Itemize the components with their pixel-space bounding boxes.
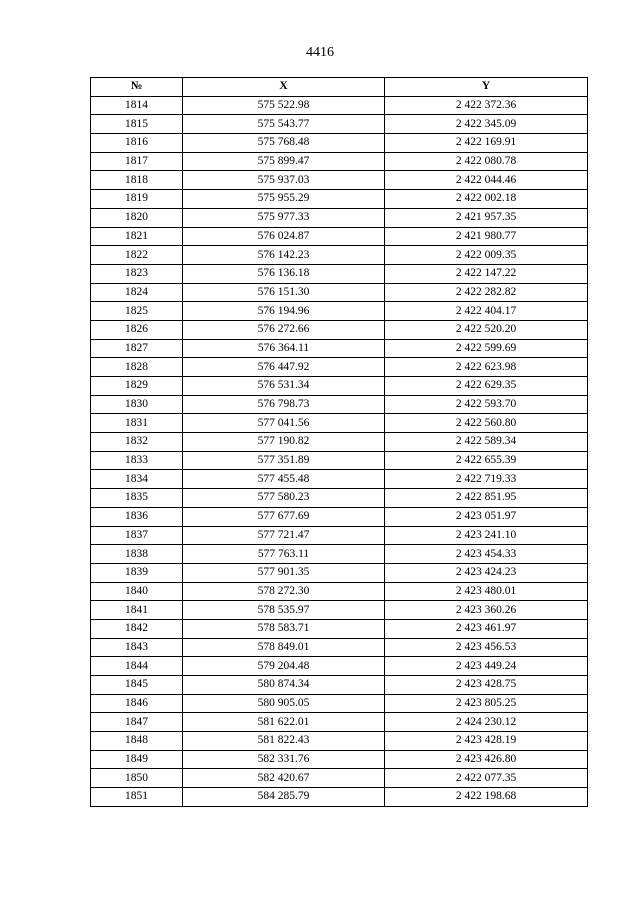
cell-x: 584 285.79: [183, 788, 385, 807]
cell-number: 1840: [91, 582, 183, 601]
cell-number: 1841: [91, 601, 183, 620]
page-number: 4416: [306, 45, 334, 60]
cell-number: 1833: [91, 451, 183, 470]
cell-x: 575 955.29: [183, 190, 385, 209]
cell-x: 577 041.56: [183, 414, 385, 433]
table-row: [91, 358, 588, 377]
table-row: [91, 190, 588, 209]
cell-number: 1835: [91, 489, 183, 508]
cell-y: 2 423 360.26: [385, 601, 588, 620]
table-row: [91, 171, 588, 190]
table-row: [91, 339, 588, 358]
table-row: [91, 377, 588, 396]
cell-y: 2 423 454.33: [385, 545, 588, 564]
cell-number: 1819: [91, 190, 183, 209]
cell-x: 575 977.33: [183, 208, 385, 227]
cell-x: 576 531.34: [183, 377, 385, 396]
cell-number: 1845: [91, 676, 183, 695]
cell-y: 2 422 629.35: [385, 377, 588, 396]
cell-y: 2 423 241.10: [385, 526, 588, 545]
cell-y: 2 423 424.23: [385, 563, 588, 582]
table-row: [91, 302, 588, 321]
cell-y: 2 422 169.91: [385, 134, 588, 153]
table-row: [91, 134, 588, 153]
table-row: [91, 563, 588, 582]
cell-y: 2 423 426.80: [385, 750, 588, 769]
cell-number: 1832: [91, 433, 183, 452]
cell-number: 1814: [91, 96, 183, 115]
cell-number: 1828: [91, 358, 183, 377]
header-y: Y: [385, 78, 588, 97]
cell-number: 1826: [91, 320, 183, 339]
cell-number: 1848: [91, 732, 183, 751]
table-row: [91, 227, 588, 246]
cell-y: 2 423 805.25: [385, 694, 588, 713]
cell-number: 1817: [91, 152, 183, 171]
cell-y: 2 422 009.35: [385, 246, 588, 265]
cell-y: 2 423 428.75: [385, 676, 588, 695]
cell-y: 2 422 404.17: [385, 302, 588, 321]
cell-number: 1820: [91, 208, 183, 227]
table-row: [91, 115, 588, 134]
cell-y: 2 423 449.24: [385, 657, 588, 676]
cell-x: 575 768.48: [183, 134, 385, 153]
table-row: [91, 507, 588, 526]
cell-y: 2 421 980.77: [385, 227, 588, 246]
cell-y: 2 422 589.34: [385, 433, 588, 452]
cell-x: 577 901.35: [183, 563, 385, 582]
table-row: [91, 470, 588, 489]
header-number: №: [91, 78, 183, 97]
cell-number: 1834: [91, 470, 183, 489]
cell-number: 1816: [91, 134, 183, 153]
table-row: [91, 433, 588, 452]
table-row: [91, 246, 588, 265]
table-row: [91, 769, 588, 788]
table-row: [91, 283, 588, 302]
cell-y: 2 423 456.53: [385, 638, 588, 657]
cell-x: 578 535.97: [183, 601, 385, 620]
table-row: [91, 395, 588, 414]
cell-y: 2 422 623.98: [385, 358, 588, 377]
cell-number: 1837: [91, 526, 183, 545]
cell-y: 2 423 461.97: [385, 619, 588, 638]
cell-y: 2 422 002.18: [385, 190, 588, 209]
cell-y: 2 422 655.39: [385, 451, 588, 470]
table-row: [91, 657, 588, 676]
table-row: [91, 638, 588, 657]
cell-x: 582 331.76: [183, 750, 385, 769]
cell-number: 1822: [91, 246, 183, 265]
cell-x: 576 151.30: [183, 283, 385, 302]
cell-x: 581 822.43: [183, 732, 385, 751]
cell-x: 576 142.23: [183, 246, 385, 265]
table-row: [91, 152, 588, 171]
cell-y: 2 422 372.36: [385, 96, 588, 115]
table-row: [91, 601, 588, 620]
cell-y: 2 422 719.33: [385, 470, 588, 489]
table-row: [91, 489, 588, 508]
cell-x: 576 447.92: [183, 358, 385, 377]
cell-y: 2 422 599.69: [385, 339, 588, 358]
header-x: X: [183, 78, 385, 97]
cell-y: 2 422 077.35: [385, 769, 588, 788]
cell-x: 576 272.66: [183, 320, 385, 339]
cell-number: 1825: [91, 302, 183, 321]
table-row: [91, 732, 588, 751]
cell-number: 1850: [91, 769, 183, 788]
cell-x: 578 849.01: [183, 638, 385, 657]
cell-x: 579 204.48: [183, 657, 385, 676]
cell-y: 2 422 282.82: [385, 283, 588, 302]
table-row: [91, 264, 588, 283]
table-row: [91, 676, 588, 695]
cell-number: 1843: [91, 638, 183, 657]
cell-x: 578 272.30: [183, 582, 385, 601]
cell-y: 2 423 051.97: [385, 507, 588, 526]
cell-y: 2 422 198.68: [385, 788, 588, 807]
cell-x: 578 583.71: [183, 619, 385, 638]
table-header: [91, 78, 588, 97]
cell-x: 575 522.98: [183, 96, 385, 115]
table-header-row: [91, 78, 588, 97]
table-row: [91, 96, 588, 115]
cell-x: 577 351.89: [183, 451, 385, 470]
cell-x: 576 024.87: [183, 227, 385, 246]
cell-x: 576 364.11: [183, 339, 385, 358]
cell-number: 1842: [91, 619, 183, 638]
cell-number: 1839: [91, 563, 183, 582]
cell-number: 1846: [91, 694, 183, 713]
cell-number: 1823: [91, 264, 183, 283]
cell-x: 580 874.34: [183, 676, 385, 695]
table-row: [91, 526, 588, 545]
cell-x: 582 420.67: [183, 769, 385, 788]
table-row: [91, 545, 588, 564]
cell-number: 1821: [91, 227, 183, 246]
cell-y: 2 422 044.46: [385, 171, 588, 190]
cell-y: 2 422 593.70: [385, 395, 588, 414]
table-row: [91, 694, 588, 713]
cell-x: 577 763.11: [183, 545, 385, 564]
cell-x: 576 136.18: [183, 264, 385, 283]
cell-y: 2 422 345.09: [385, 115, 588, 134]
cell-number: 1838: [91, 545, 183, 564]
table-row: [91, 451, 588, 470]
cell-y: 2 422 560.80: [385, 414, 588, 433]
table-row: [91, 320, 588, 339]
cell-number: 1824: [91, 283, 183, 302]
cell-y: 2 423 480.01: [385, 582, 588, 601]
cell-number: 1831: [91, 414, 183, 433]
cell-number: 1815: [91, 115, 183, 134]
cell-number: 1836: [91, 507, 183, 526]
cell-x: 580 905.05: [183, 694, 385, 713]
cell-x: 575 937.03: [183, 171, 385, 190]
cell-y: 2 424 230.12: [385, 713, 588, 732]
cell-x: 576 194.96: [183, 302, 385, 321]
cell-y: 2 422 080.78: [385, 152, 588, 171]
cell-x: 575 899.47: [183, 152, 385, 171]
table-row: [91, 713, 588, 732]
cell-number: 1829: [91, 377, 183, 396]
cell-y: 2 423 428.19: [385, 732, 588, 751]
cell-number: 1844: [91, 657, 183, 676]
cell-y: 2 422 147.22: [385, 264, 588, 283]
table-body: [91, 96, 588, 806]
cell-x: 577 677.69: [183, 507, 385, 526]
table-row: [91, 414, 588, 433]
cell-y: 2 421 957.35: [385, 208, 588, 227]
cell-x: 581 622.01: [183, 713, 385, 732]
cell-x: 575 543.77: [183, 115, 385, 134]
table-row: [91, 582, 588, 601]
cell-y: 2 422 520.20: [385, 320, 588, 339]
cell-number: 1830: [91, 395, 183, 414]
table-row: [91, 208, 588, 227]
table-row: [91, 788, 588, 807]
cell-x: 577 190.82: [183, 433, 385, 452]
cell-number: 1827: [91, 339, 183, 358]
table-row: [91, 750, 588, 769]
cell-y: 2 422 851.95: [385, 489, 588, 508]
table-row: [91, 619, 588, 638]
cell-number: 1849: [91, 750, 183, 769]
coordinates-table: [90, 77, 588, 807]
cell-x: 576 798.73: [183, 395, 385, 414]
cell-number: 1818: [91, 171, 183, 190]
cell-x: 577 580.23: [183, 489, 385, 508]
cell-x: 577 721.47: [183, 526, 385, 545]
cell-number: 1851: [91, 788, 183, 807]
cell-number: 1847: [91, 713, 183, 732]
cell-x: 577 455.48: [183, 470, 385, 489]
